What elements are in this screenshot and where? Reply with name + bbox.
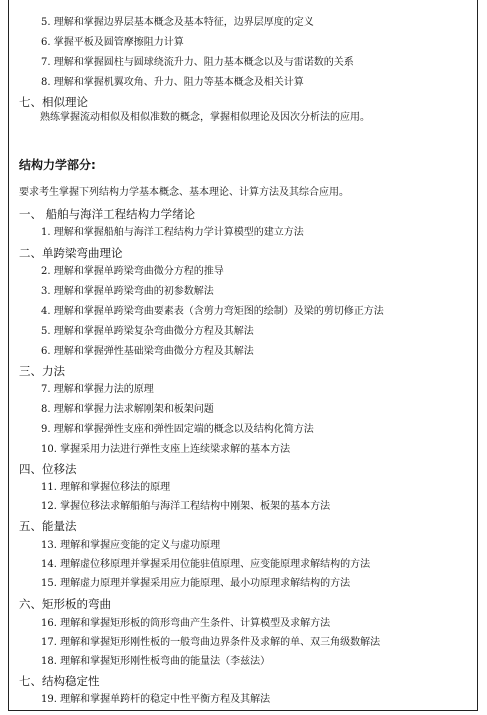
list-item: 4. 理解和掌握单跨梁弯曲要素表（含剪力弯矩图的绘制）及梁的剪切修正方法: [41, 306, 384, 317]
section-heading: 六、矩形板的弯曲: [19, 597, 111, 611]
section-heading: 三、力法: [19, 364, 65, 378]
section-heading: 七、结构稳定性: [19, 674, 100, 688]
list-item: 8. 理解和掌握力法求解刚架和板架问题: [41, 404, 214, 415]
list-item: 15. 理解虚力原理并掌握采用应力能原理、最小功原理求解结构的方法: [41, 578, 351, 589]
paragraph: 熟练掌握流动相似及相似准数的概念，掌握相似理论及因次分析法的应用。: [40, 112, 370, 123]
list-item: 5. 理解和掌握单跨梁复杂弯曲微分方程及其解法: [41, 326, 254, 337]
list-item: 6. 理解和掌握弹性基础梁弯曲微分方程及其解法: [41, 346, 254, 357]
list-item: 1. 理解和掌握船舶与海洋工程结构力学计算模型的建立方法: [41, 227, 304, 238]
section-title: 结构力学部分:: [19, 158, 96, 172]
list-item: 7. 理解和掌握圆柱与圆球绕流升力、阻力基本概念以及与雷诺数的关系: [41, 57, 354, 68]
section-heading: 二、单跨梁弯曲理论: [19, 246, 123, 260]
intro-paragraph: 要求考生掌握下列结构力学基本概念、基本理论、计算方法及其综合应用。: [19, 187, 349, 198]
section-heading: 五、能量法: [19, 519, 77, 533]
list-item: 8. 理解和掌握机翼攻角、升力、阻力等基本概念及相关计算: [41, 77, 304, 88]
list-item: 6. 掌握平板及圆管摩擦阻力计算: [41, 37, 184, 48]
list-item: 10. 掌握采用力法进行弹性支座上连续梁求解的基本方法: [41, 444, 291, 455]
list-item: 2. 理解和掌握单跨梁弯曲微分方程的推导: [41, 266, 224, 277]
list-item: 16. 理解和掌握矩形板的筒形弯曲产生条件、计算模型及求解方法: [41, 618, 331, 629]
list-item: 12. 掌握位移法求解船舶与海洋工程结构中刚架、板架的基本方法: [41, 501, 331, 512]
list-item: 11. 理解和掌握位移法的原理: [41, 482, 171, 493]
list-item: 13. 理解和掌握应变能的定义与虚功原理: [41, 540, 221, 551]
section-heading: 一、 船舶与海洋工程结构力学绪论: [19, 207, 196, 221]
list-item: 3. 理解和掌握单跨梁弯曲的初参数解法: [41, 286, 214, 297]
list-item: 9. 理解和掌握弹性支座和弹性固定端的概念以及结构化简方法: [41, 424, 314, 435]
list-item: 19. 理解和掌握单跨杆的稳定中性平衡方程及其解法: [41, 694, 271, 705]
list-item: 18. 理解和掌握矩形刚性板弯曲的能量法（李兹法）: [41, 656, 271, 667]
list-item: 5. 理解和掌握边界层基本概念及基本特征，边界层厚度的定义: [41, 17, 314, 28]
list-item: 14. 理解虚位移原理并掌握采用位能驻值原理、应变能原理求解结构的方法: [41, 559, 371, 570]
section-heading: 四、位移法: [19, 462, 77, 476]
section-heading: 七、相似理论: [19, 95, 88, 109]
list-item: 7. 理解和掌握力法的原理: [41, 384, 154, 395]
list-item: 17. 理解和掌握矩形刚性板的一般弯曲边界条件及求解的单、双三角级数解法: [41, 637, 381, 648]
